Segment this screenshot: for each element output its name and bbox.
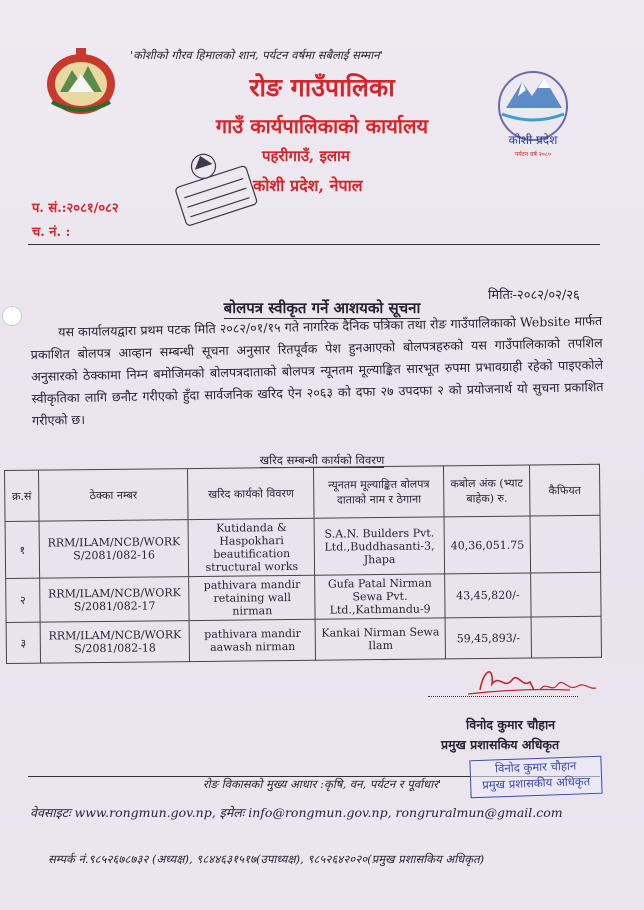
koshi-logo-sub: पर्यटन वर्ष २०८० xyxy=(514,151,552,158)
cell-contract: RRM/ILAM/NCB/WORKS/2081/082-16 xyxy=(39,520,189,579)
cell-remark xyxy=(530,515,600,573)
footer-contact: सम्पर्क नं.९८५२६७८७३२ (अध्यक्ष), ९८४४६३१५१७(उपाध्यक्ष), ९८५२६४२०२०(प्रमुख प्रशासकिय अधिकृत) xyxy=(48,852,485,866)
cell-bidder: S.A.N. Builders Pvt. Ltd.,Buddhasanti-3, Jhapa xyxy=(314,517,444,575)
table-row xyxy=(6,572,601,622)
notice-subject-text: बोलपत्र स्वीकृत गर्ने आशयको सूचना xyxy=(223,299,421,317)
stamp-line2: प्रमुख प्रशासकीय अधिकृत xyxy=(482,774,591,792)
notice-body-text: यस कार्यालयद्वारा प्रथम पटक मिति २०८२/०१/१५ गते नागरिक दैनिक पत्रिका तथा रोङ गाउँपालिकाको Website मार्फत प्रकाशित बोलपत्र आव्हान सम्बन्धी सूचना अनुसार रितपूर्वक पेश हुनआएको बोलपत्रहरुको यस गाउँपालिकाको तपशिल अनुसारको ठेक्कामा निम्न बमोजिमको बोलपत्रदाताको बोलपत्र न्यूनतम मूल्याङ्कित सारभूत रुपमा प्रभावग्राही रहेको पाइएकोले स्वीकृतिका लागि छनौट गरीएको हुँदा सार्वजनिक खरिद ऐन २०६३ को दफा २७ उपदफा २ को प्रयोजनार्थ यो सुचना प्रकाशित गरीएको छ। xyxy=(30,313,604,428)
cell-sn: ३ xyxy=(6,622,40,663)
notice-body xyxy=(30,310,604,432)
cell-remark xyxy=(531,572,601,617)
header-divider xyxy=(28,244,600,245)
header-sn: क्र.सं xyxy=(5,470,39,521)
signatory-title: प्रमुख प्रशासकिय अधिकृत xyxy=(441,737,560,752)
office-name: गाउँ कार्यपालिकाको कार्यालय xyxy=(215,114,429,138)
header-tagline: 'कोशीको गौरव हिमालको शान, पर्यटन वर्षमा सबैलाई सम्मान' xyxy=(130,48,383,62)
cell-desc: pathivara mandir aawash nirman xyxy=(190,619,316,661)
reference-ps: प. सं.:२०८१/०८२ xyxy=(32,201,119,216)
signature-line xyxy=(428,696,578,697)
stamp-line1: विनोद कुमार चौहान xyxy=(494,758,577,776)
org-name: रोङ गाउँपालिका xyxy=(249,73,395,102)
cell-sn: २ xyxy=(6,578,40,622)
cell-desc: pathivara mandir retaining wall nirman xyxy=(189,575,315,620)
table-caption-text: खरिद सम्बन्धी कार्यको विवरण xyxy=(259,453,385,467)
header-contract: ठेक्का नम्बर xyxy=(38,469,188,522)
cell-bidder: Gufa Patal Nirman Sewa Pvt. Ltd.,Kathmandu-9 xyxy=(315,574,445,619)
bids-table xyxy=(4,464,602,664)
cell-sn: १ xyxy=(5,521,40,578)
cell-contract: RRM/ILAM/NCB/WORKS/2081/082-18 xyxy=(40,621,190,664)
header-remark: कैफियत xyxy=(530,464,600,516)
header-bidder: न्यूनतम मूल्याङ्कित बोलपत्र दाताको नाम र ठेगाना xyxy=(314,466,444,518)
handwritten-signature-icon xyxy=(460,660,600,700)
address-line1: पहरीगाउँ, इलाम xyxy=(262,147,350,165)
cell-remark xyxy=(531,616,601,658)
notice-date: मितिः-२०८२/०२/२६ xyxy=(488,288,580,303)
signatory-name: विनोद कुमार चौहान xyxy=(466,717,556,732)
table-header-row xyxy=(5,464,601,521)
table-row xyxy=(6,616,601,663)
koshi-logo-text: कोशी प्रदेश xyxy=(508,133,558,147)
footer-motto: रोङ विकासको मुख्य आधार :कृषि, वन, पर्यटन र पूर्वाधार' xyxy=(202,777,442,791)
reference-chn: च. नं. : xyxy=(32,225,71,240)
address-line2: कोशी प्रदेश, नेपाल xyxy=(253,176,363,195)
cell-amount: 43,45,820/- xyxy=(445,573,531,618)
header-amount: कबोल अंक (भ्याट बाहेक) रु. xyxy=(444,465,530,517)
cell-desc: Kutidanda & Haspokhari beautification structural works xyxy=(188,518,314,576)
cell-bidder: Kankai Nirman Sewa Ilam xyxy=(315,618,445,660)
cell-contract: RRM/ILAM/NCB/WORKS/2081/082-17 xyxy=(40,577,190,623)
footer-web: वेवसाइटः www.rongmun.gov.np, इमेलः info@rongmun.gov.np, rongruralmun@gmail.com xyxy=(30,805,563,820)
cell-amount: 40,36,051.75 xyxy=(444,516,531,574)
header-desc: खरिद कार्यको विवरण xyxy=(188,467,314,519)
office-seal-icon xyxy=(170,146,260,238)
table-row xyxy=(5,515,601,578)
cell-amount: 59,45,893/- xyxy=(445,617,531,659)
